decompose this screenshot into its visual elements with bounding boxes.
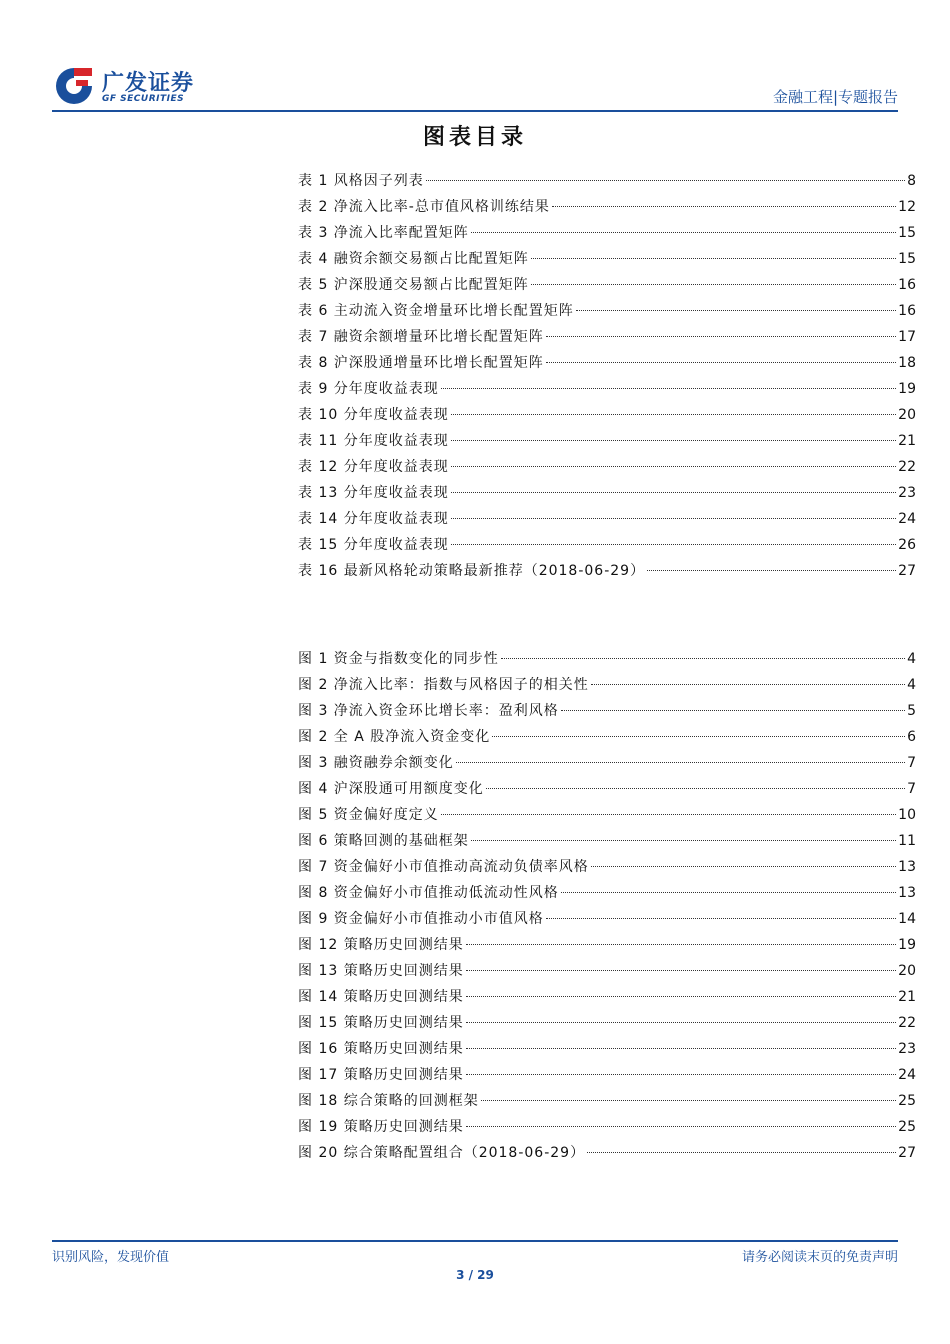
toc-entry-label: 图 3 融资融券余额变化 [298, 755, 454, 771]
toc-entry-page: 24 [898, 1067, 916, 1083]
toc-figure-entry[interactable] [298, 1012, 916, 1038]
toc-figure-entry[interactable] [298, 934, 916, 960]
footer-slogan: 识别风险，发现价值 [52, 1250, 170, 1265]
toc-leader-dots [492, 736, 905, 737]
toc-leader-dots [466, 1048, 896, 1049]
toc-entry-page: 19 [898, 937, 916, 953]
toc-entry-label: 表 4 融资余额交易额占比配置矩阵 [298, 251, 529, 267]
toc-table-entry[interactable] [298, 196, 916, 222]
toc-leader-dots [471, 840, 896, 841]
toc-entry-label: 表 11 分年度收益表现 [298, 433, 449, 449]
toc-entry-page: 12 [898, 199, 916, 215]
toc-entry-label: 图 5 资金偏好度定义 [298, 807, 439, 823]
toc-entry-page: 13 [898, 885, 916, 901]
gf-securities-logo [52, 64, 212, 108]
toc-entry-label: 图 8 资金偏好小市值推动低流动性风格 [298, 885, 559, 901]
toc-entry-label: 图 3 净流入资金环比增长率：盈利风格 [298, 703, 559, 719]
toc-leader-dots [576, 310, 896, 311]
toc-leader-dots [587, 1152, 896, 1153]
toc-entry-page: 20 [898, 407, 916, 423]
toc-leader-dots [451, 492, 896, 493]
report-section-label: 金融工程|专题报告 [772, 88, 898, 106]
toc-entry-label: 图 20 综合策略配置组合（2018-06-29） [298, 1145, 586, 1161]
toc-leader-dots [546, 362, 896, 363]
toc-entry-label: 表 2 净流入比率-总市值风格训练结果 [298, 199, 550, 215]
toc-leader-dots [471, 232, 896, 233]
toc-entry-page: 19 [898, 381, 916, 397]
toc-entry-label: 表 12 分年度收益表现 [298, 459, 449, 475]
toc-figure-entry[interactable] [298, 700, 916, 726]
toc-table-entry[interactable] [298, 300, 916, 326]
toc-entry-page: 25 [898, 1119, 916, 1135]
toc-leader-dots [486, 788, 905, 789]
toc-leader-dots [466, 944, 896, 945]
toc-entry-page: 16 [898, 303, 916, 319]
toc-leader-dots [531, 258, 896, 259]
toc-table-entry[interactable] [298, 560, 916, 586]
toc-entry-page: 8 [907, 173, 916, 189]
toc-entry-label: 图 17 策略历史回测结果 [298, 1067, 464, 1083]
logo-mark-icon [52, 64, 96, 108]
toc-entry-page: 7 [907, 755, 916, 771]
toc-leader-dots [561, 892, 896, 893]
toc-figure-entry[interactable] [298, 908, 916, 934]
toc-table-entry[interactable] [298, 248, 916, 274]
toc-table-entry[interactable] [298, 170, 916, 196]
toc-entry-page: 11 [898, 833, 916, 849]
toc-leader-dots [546, 336, 896, 337]
toc-entry-label: 表 3 净流入比率配置矩阵 [298, 225, 469, 241]
toc-table-entry[interactable] [298, 456, 916, 482]
brand-name-cn: 广发证券 [102, 71, 195, 96]
toc-leader-dots [451, 518, 896, 519]
toc-entry-label: 表 9 分年度收益表现 [298, 381, 439, 397]
toc-leader-dots [466, 996, 896, 997]
toc-entry-label: 图 16 策略历史回测结果 [298, 1041, 464, 1057]
toc-leader-dots [531, 284, 896, 285]
toc-table-entry[interactable] [298, 378, 916, 404]
toc-figure-entry[interactable] [298, 882, 916, 908]
toc-leader-dots [481, 1100, 896, 1101]
toc-entry-label: 表 16 最新风格轮动策略最新推荐（2018-06-29） [298, 563, 646, 579]
toc-figure-entry[interactable] [298, 856, 916, 882]
toc-entry-page: 4 [907, 651, 916, 667]
toc-entry-label: 图 2 全 A 股净流入资金变化 [298, 729, 491, 745]
toc-entry-label: 表 5 沪深股通交易额占比配置矩阵 [298, 277, 529, 293]
toc-entry-page: 15 [898, 251, 916, 267]
toc-leader-dots [466, 1022, 896, 1023]
toc-entry-label: 图 9 资金偏好小市值推动小市值风格 [298, 911, 544, 927]
toc-entry-label: 图 6 策略回测的基础框架 [298, 833, 469, 849]
toc-entry-page: 15 [898, 225, 916, 241]
toc-entry-page: 22 [898, 1015, 916, 1031]
toc-figure-entry[interactable] [298, 752, 916, 778]
toc-entry-page: 21 [898, 989, 916, 1005]
toc-entry-page: 16 [898, 277, 916, 293]
toc-entry-label: 图 18 综合策略的回测框架 [298, 1093, 479, 1109]
footer-divider [52, 1240, 898, 1242]
toc-figure-entry[interactable] [298, 1038, 916, 1064]
toc-entry-page: 13 [898, 859, 916, 875]
toc-leader-dots [466, 970, 896, 971]
toc-entry-label: 图 1 资金与指数变化的同步性 [298, 651, 499, 667]
toc-entry-label: 图 12 策略历史回测结果 [298, 937, 464, 953]
toc-entry-label: 图 13 策略历史回测结果 [298, 963, 464, 979]
toc-entry-label: 表 14 分年度收益表现 [298, 511, 449, 527]
toc-leader-dots [561, 710, 905, 711]
toc-figure-entry[interactable] [298, 1090, 916, 1116]
footer-disclaimer[interactable]: 请务必阅读末页的免责声明 [741, 1250, 898, 1265]
toc-entry-label: 表 1 风格因子列表 [298, 173, 424, 189]
toc-entry-page: 24 [898, 511, 916, 527]
toc-table-entry[interactable] [298, 482, 916, 508]
toc-entry-page: 25 [898, 1093, 916, 1109]
toc-entry-page: 14 [898, 911, 916, 927]
toc-figure-entry[interactable] [298, 1064, 916, 1090]
toc-leader-dots [647, 570, 896, 571]
toc-figure-entry[interactable] [298, 648, 916, 674]
toc-entry-page: 22 [898, 459, 916, 475]
toc-entry-label: 图 15 策略历史回测结果 [298, 1015, 464, 1031]
toc-entry-page: 7 [907, 781, 916, 797]
toc-entry-page: 5 [907, 703, 916, 719]
toc-entry-page: 6 [907, 729, 916, 745]
toc-leader-dots [456, 762, 905, 763]
toc-leader-dots [552, 206, 896, 207]
toc-entry-label: 图 4 沪深股通可用额度变化 [298, 781, 484, 797]
header-divider [52, 110, 898, 112]
page-number: 3 / 29 [456, 1268, 494, 1282]
toc-table-entry[interactable] [298, 534, 916, 560]
toc-table-entry[interactable] [298, 508, 916, 534]
toc-leader-dots [451, 440, 896, 441]
toc-entry-page: 21 [898, 433, 916, 449]
toc-leader-dots [591, 684, 905, 685]
toc-figure-entry[interactable] [298, 726, 916, 752]
toc-entry-label: 图 2 净流入比率：指数与风格因子的相关性 [298, 677, 589, 693]
toc-leader-dots [441, 814, 896, 815]
toc-entry-label: 图 19 策略历史回测结果 [298, 1119, 464, 1135]
toc-figure-entry[interactable] [298, 804, 916, 830]
toc-leader-dots [466, 1126, 896, 1127]
brand-name-en: GF SECURITIES [102, 94, 185, 104]
toc-entry-page: 20 [898, 963, 916, 979]
toc-table-entry[interactable] [298, 430, 916, 456]
toc-table-entry[interactable] [298, 222, 916, 248]
toc-table-entry[interactable] [298, 326, 916, 352]
toc-entry-label: 表 7 融资余额增量环比增长配置矩阵 [298, 329, 544, 345]
toc-entry-label: 表 10 分年度收益表现 [298, 407, 449, 423]
toc-figure-entry[interactable] [298, 986, 916, 1012]
table-of-figures [298, 648, 916, 1168]
toc-entry-page: 27 [898, 1145, 916, 1161]
toc-figure-entry[interactable] [298, 778, 916, 804]
toc-figure-entry[interactable] [298, 674, 916, 700]
toc-table-entry[interactable] [298, 274, 916, 300]
toc-leader-dots [451, 466, 896, 467]
table-of-tables [298, 170, 916, 586]
toc-entry-label: 图 14 策略历史回测结果 [298, 989, 464, 1005]
toc-leader-dots [591, 866, 896, 867]
toc-entry-page: 27 [898, 563, 916, 579]
toc-leader-dots [546, 918, 896, 919]
toc-table-entry[interactable] [298, 352, 916, 378]
toc-entry-page: 26 [898, 537, 916, 553]
page-header [52, 62, 898, 112]
toc-entry-page: 18 [898, 355, 916, 371]
toc-entry-label: 表 6 主动流入资金增量环比增长配置矩阵 [298, 303, 574, 319]
toc-entry-label: 图 7 资金偏好小市值推动高流动负债率风格 [298, 859, 589, 875]
toc-figure-entry[interactable] [298, 830, 916, 856]
toc-entry-label: 表 15 分年度收益表现 [298, 537, 449, 553]
toc-leader-dots [451, 414, 896, 415]
toc-entry-page: 23 [898, 1041, 916, 1057]
toc-leader-dots [426, 180, 905, 181]
toc-entry-label: 表 8 沪深股通增量环比增长配置矩阵 [298, 355, 544, 371]
toc-entry-label: 表 13 分年度收益表现 [298, 485, 449, 501]
toc-leader-dots [501, 658, 905, 659]
toc-leader-dots [466, 1074, 896, 1075]
toc-table-entry[interactable] [298, 404, 916, 430]
toc-leader-dots [441, 388, 896, 389]
toc-entry-page: 4 [907, 677, 916, 693]
toc-leader-dots [451, 544, 896, 545]
page-title: 图表目录 [422, 125, 527, 150]
toc-entry-page: 17 [898, 329, 916, 345]
toc-figure-entry[interactable] [298, 1142, 916, 1168]
toc-entry-page: 10 [898, 807, 916, 823]
toc-entry-page: 23 [898, 485, 916, 501]
toc-figure-entry[interactable] [298, 1116, 916, 1142]
toc-figure-entry[interactable] [298, 960, 916, 986]
